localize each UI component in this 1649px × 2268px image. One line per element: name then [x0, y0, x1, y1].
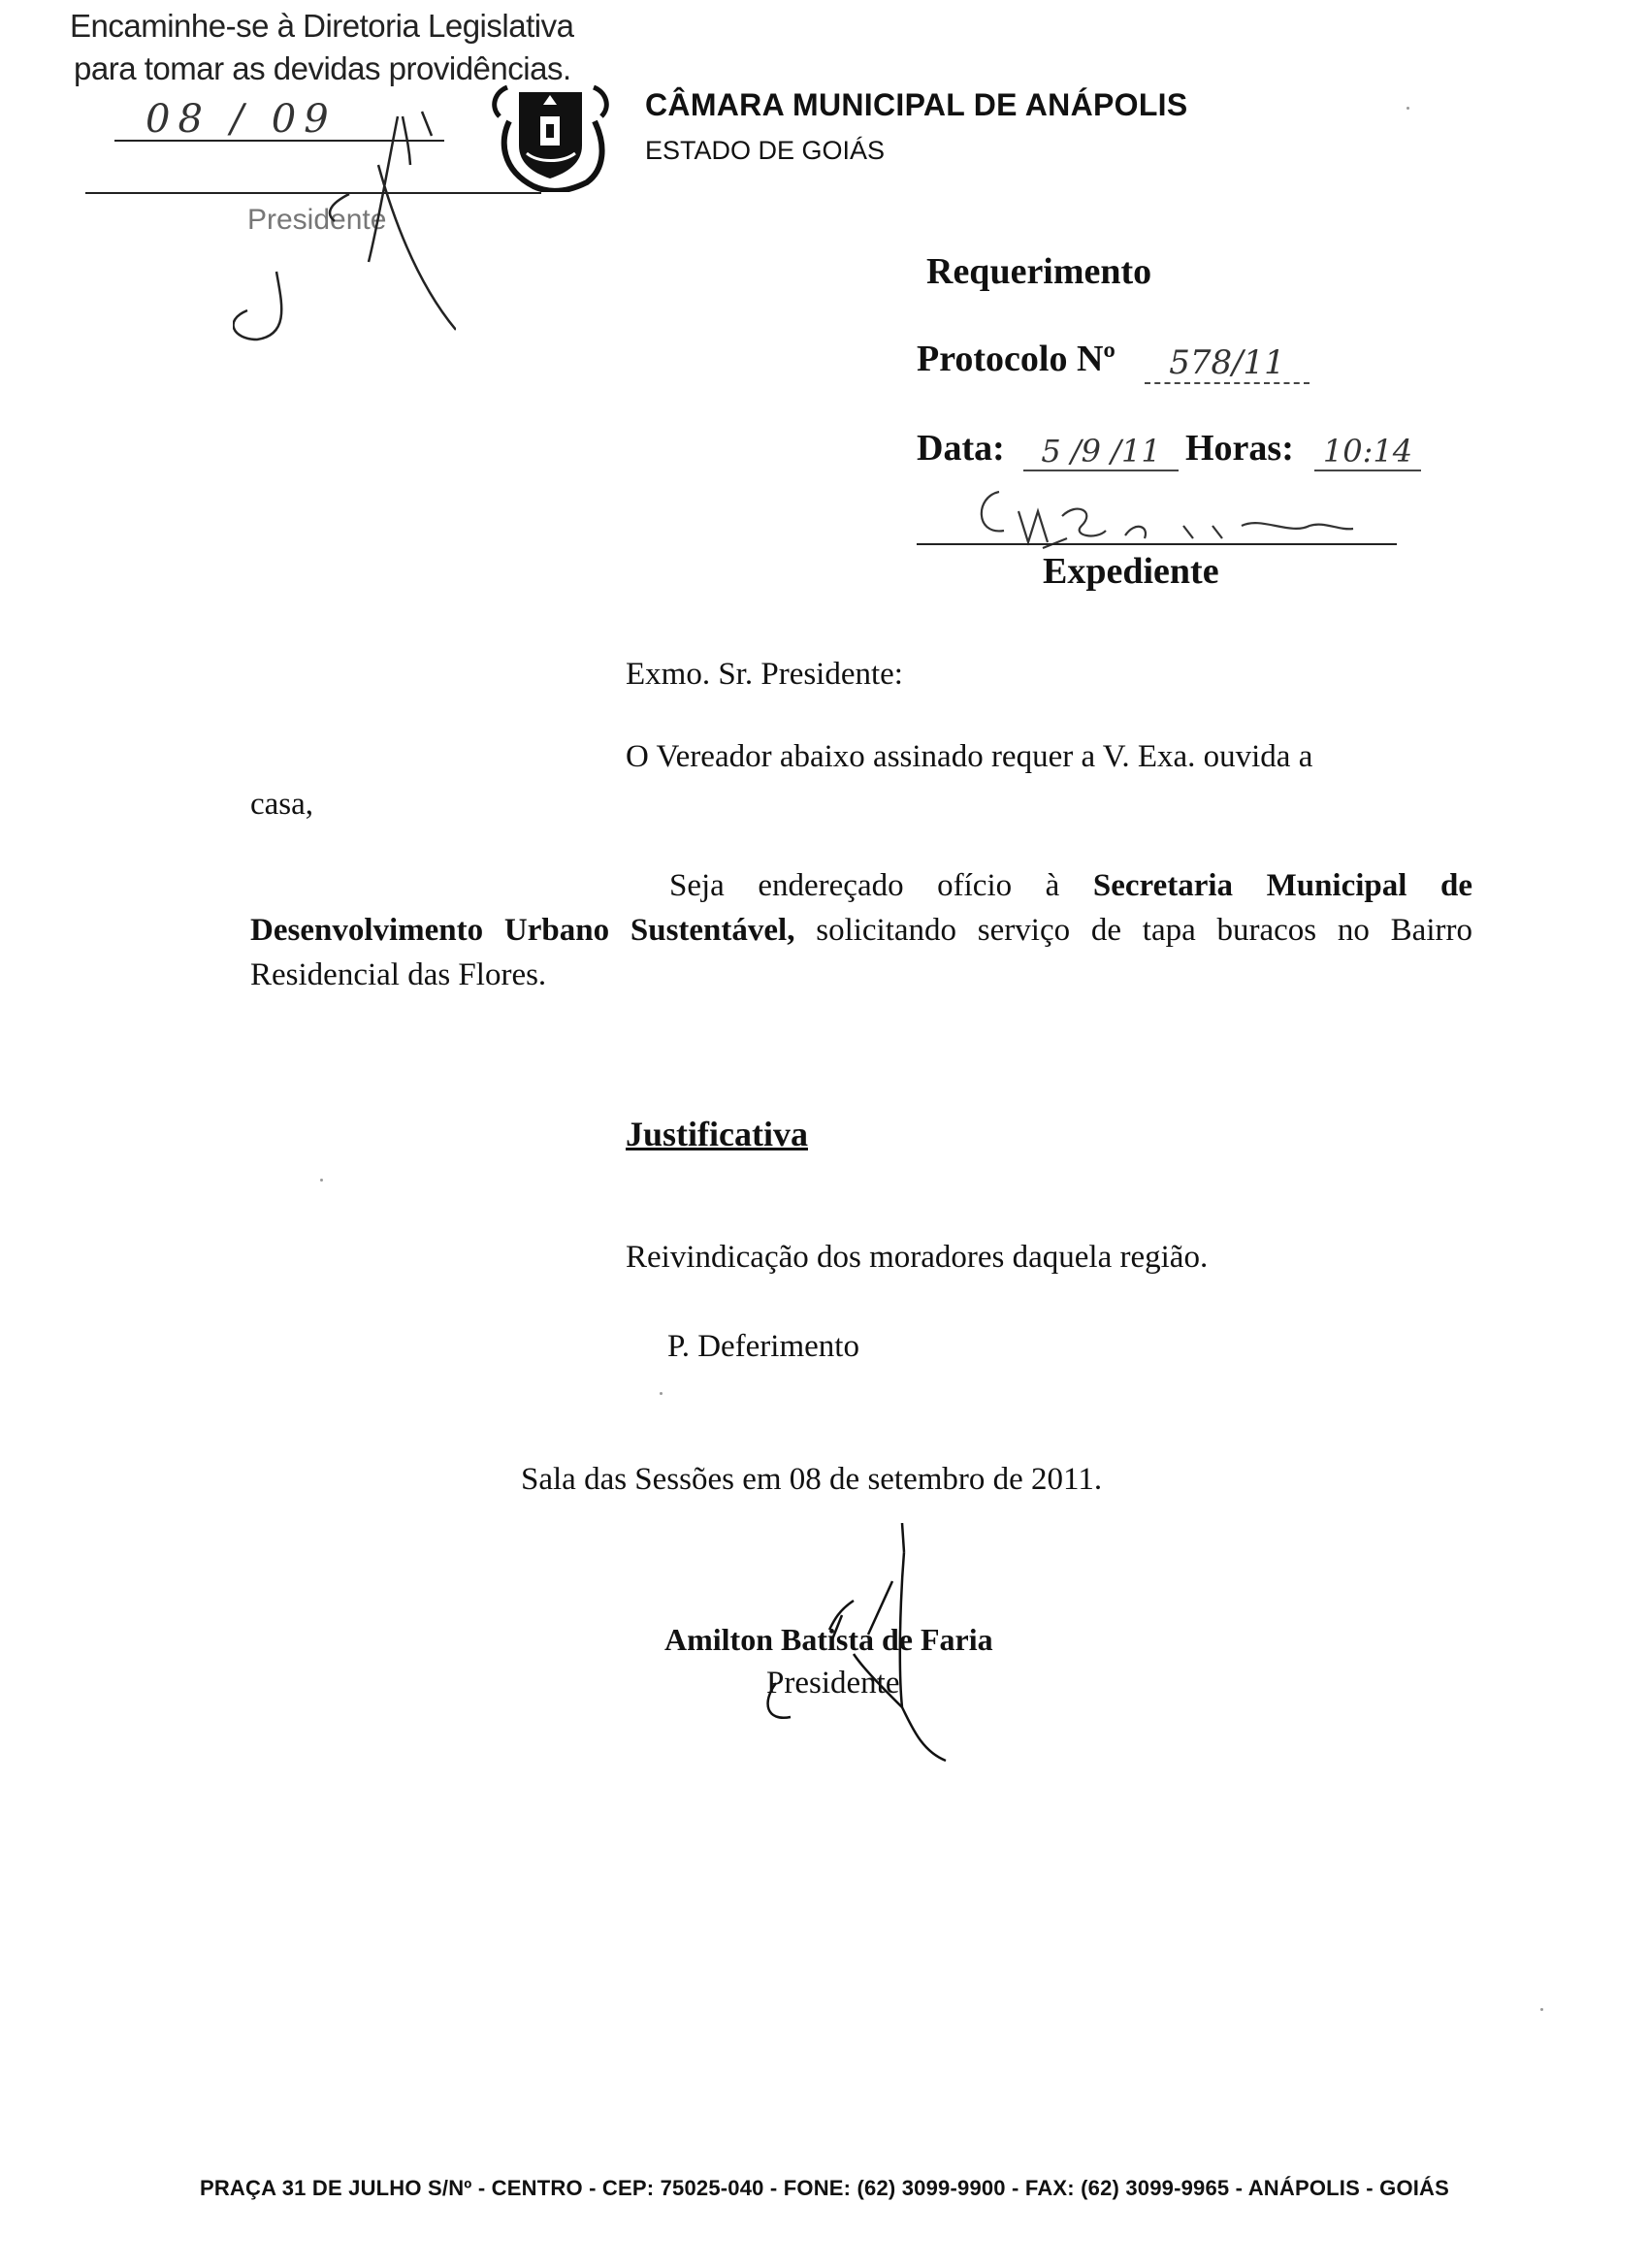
footer-address: PRAÇA 31 DE JULHO S/Nº - CENTRO - CEP: 75025-040 - FONE: (62) 3099-9900 - FAX: (62) 3099-9965 - ANÁPOLIS - GOIÁS	[199, 2176, 1450, 2200]
dispatch-stamp-signature	[233, 107, 456, 349]
dispatch-stamp-line1: Encaminhe-se à Diretoria Legislativa	[70, 8, 574, 44]
request-paragraph	[250, 863, 1472, 997]
place-and-date: Sala das Sessões em 08 de setembro de 2011.	[521, 1462, 1103, 1497]
coat-of-arms-icon	[490, 78, 611, 192]
signer-role: Presidente	[766, 1666, 900, 1701]
dispatch-stamp-date: 08 / 09	[146, 97, 337, 142]
intro-line-1: O Vereador abaixo assinado requer a V. Exa. ouvida a	[626, 739, 1313, 774]
protocol-number: 578/11	[1145, 343, 1310, 384]
closing-formula: P. Deferimento	[667, 1329, 859, 1364]
date-label: Data:	[917, 428, 1005, 469]
request-text-before: Seja endereçado ofício à	[669, 868, 1093, 903]
document-type-title: Requerimento	[926, 251, 1152, 292]
dispatch-stamp-line2: para tomar as devidas providências.	[74, 50, 571, 86]
date-value: 5 /9 /11	[1023, 433, 1179, 471]
scan-speck	[1540, 2008, 1543, 2011]
scan-speck	[320, 1179, 323, 1182]
hours-label: Horas:	[1185, 428, 1294, 469]
protocol-label: Protocolo Nº	[917, 339, 1116, 379]
justification-text: Reivindicação dos moradores daquela região.	[626, 1240, 1209, 1275]
signer-name: Amilton Batista de Faria	[664, 1622, 993, 1657]
dispatch-stamp-role: Presidente	[247, 204, 387, 236]
request-recipient: Secretaria Municipal de Desenvolvimento Urbano Sustentável,	[250, 868, 1472, 948]
scan-speck	[660, 1392, 663, 1395]
request-text-after: solicitando serviço de tapa buracos no Bairro Residencial das Flores.	[250, 913, 1472, 992]
chamber-name: CÂMARA MUNICIPAL DE ANÁPOLIS	[645, 87, 1188, 122]
salutation: Exmo. Sr. Presidente:	[626, 657, 903, 692]
justification-title: Justificativa	[626, 1115, 808, 1153]
scan-speck	[1406, 107, 1409, 110]
intro-line-2: casa,	[250, 787, 314, 822]
state-name: ESTADO DE GOIÁS	[645, 136, 886, 165]
department-label: Expediente	[1043, 551, 1219, 592]
hours-value: 10:14	[1314, 433, 1421, 471]
expediente-signature-line	[917, 543, 1397, 545]
